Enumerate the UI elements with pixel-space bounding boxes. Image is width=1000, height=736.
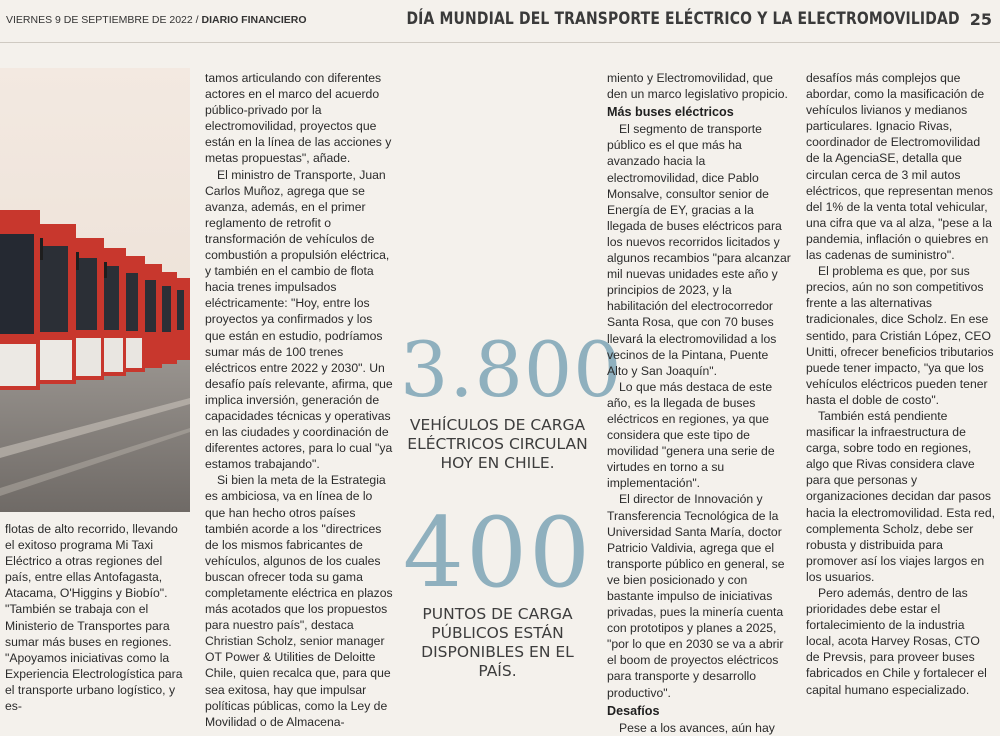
stat-number: 400 [402,497,593,609]
header-publication: DIARIO FINANCIERO [201,14,307,26]
stat-number: 3.800 [400,325,623,414]
paragraph: El problema es que, por sus precios, aún no son competitivos frente a las alternativas tradicionales, dice Scholz. En ese sentido, para Cristián López, CEO Unitti, ofrecer beneficios tributarios puede tener impacto, "ya que los vehículos eléctricos pueden tener hasta el doble de costo". [806,264,994,407]
page-header [0,0,1000,43]
paragraph: desafíos más complejos que abordar, como la masificación de vehículos livianos y medianos particulares. Ignacio Rivas, coordinador de Electromovilidad de la AgenciaSE, detalla que circulan cerca de 3 mil autos eléctricos, que representan menos del 1% de la venta total vehicular, una cifra que va al alza, "pese a la pandemia, inflación o quiebres en las cadenas de suministro". [806,71,993,263]
bus-fleet-photo [0,68,190,512]
header-dateline [6,14,307,26]
paragraph: El director de Innovación y Transferencia Tecnológica de la Universidad Santa María, doctor Patricio Valdivia, agrega que el transporte público en general, se ve bien posicionado y con bastante impulso de iniciativas privadas, pues la minería cuenta con prototipos y planes a 2025, "por lo que en 2030 se va a abrir el boom de proyectos eléctricos para transporte y desarrollo productivo". [607,492,785,700]
subheading: Desafíos [607,703,660,718]
paragraph: Pero además, dentro de las prioridades debe estar el fortalecimiento de la industria local, acota Harvey Rosas, CTO de Prevsis, para proveer buses fabricados en Chile y fortalecer el capital humano especializado. [806,586,987,697]
article-column-2 [205,70,395,730]
section-title: DÍA MUNDIAL DEL TRANSPORTE ELÉCTRICO Y LA ELECTROMOVILIDAD [406,9,960,29]
stat-label: PUNTOS DE CARGA PÚBLICOS ESTÁN DISPONIBLES EN EL PAÍS. [421,605,574,680]
bus-fleet-illustration [0,68,190,512]
article-column-1 [5,521,187,714]
paragraph: Pese a los avances, aún hay [619,720,775,735]
stat-callout-charging-points [400,497,595,681]
paragraph: tamos articulando con diferentes actores en el marco del acuerdo público-privado por la electromovilidad, proyectos que están en la línea de las acciones y metas propuestas", añade. [205,71,392,166]
paragraph: El segmento de transporte público es el que más ha avanzado hacia la electromovilidad, dice Pablo Monsalve, consultor senior de Energía de EY, gracias a la llegada de buses eléctricos para los nuevos recorridos licitados y algunos recambios "para alcanzar mil nuevas unidades este año y principios de 2023, y la habilitación del electrocorredor Santa Rosa, que con 70 buses llevará la electromovilidad a los vecinos de la Pintana, Puente Alto y San Joaquín". [607,122,791,378]
subheading: Más buses eléctricos [607,105,734,120]
stat-label: VEHÍCULOS DE CARGA ELÉCTRICOS CIRCULAN HOY EN CHILE. [407,416,588,472]
page-number: 25 [969,10,992,29]
paragraph: También está pendiente masificar la infraestructura de carga, sobre todo en regiones, algo que Rivas considera clave para que personas y organizaciones decidan dar pasos hacia la electromovilidad. Esta red, complementa Scholz, debe ser robusta y distribuida para promover así los viajes largos en los usuarios. [806,408,996,584]
paragraph: flotas de alto recorrido, llevando el exitoso programa Mi Taxi Eléctrico a otras regiones del país, entre ellas Antofagasta, Atacama, O'Higgins y Biobío". "También se trabaja con el Ministerio de Transportes para sumar más buses en regiones. "Apoyamos iniciativas como la Experiencia Electrologística para el transporte urbano logístico, y es- [5,522,183,714]
header-date: VIERNES 9 DE SEPTIEMBRE DE 2022 [6,14,193,26]
paragraph: Lo que más destaca de este año, es la llegada de buses eléctricos en regiones, ya que considera que este tipo de movilidad "genera una serie de virtudes en torno a su implementación". [607,379,775,491]
paragraph: Si bien la meta de la Estrategia es ambiciosa, va en línea de lo que han hecho otros países también acorde a los "directrices de los mismos fabricantes de vehículos, algunos de los cuales buscan ofrecer toda su gama completamente eléctrica en plazos más acotados que los propuestos para nuestro país", destaca Christian Scholz, senior manager OT Power & Utilities de Deloitte Chile, quien recalca que, para que sea exitosa, hay que impulsar políticas públicas, como la Ley de Movilidad o de Almacena- [205,473,393,729]
article-column-4 [806,70,996,698]
header-separator: / [192,14,202,26]
paragraph: miento y Electromovilidad, que den un marco legislativo propicio. [607,71,788,102]
article-column-3 [607,70,791,736]
stat-callout-vehicles [400,325,623,473]
paragraph: El ministro de Transporte, Juan Carlos Muñoz, agrega que se avanza, además, en el primer reglamento de retrofit o transformación de vehículos de combustión a propulsión eléctrica, y también en el cambio de flota hacia trenes impulsados eléctricamente: "Hoy, entre los proyectos ya confirmados y los que están en estudio, podríamos sumar más de 100 trenes eléctricos entre 2022 y 2030". Un desafío país relevante, afirma, que implica inversión, generación de capacidades técnicas y operativas en las ciudades y coordinación de diferentes actores, para lo cual "ya estamos trabajando". [205,167,393,472]
